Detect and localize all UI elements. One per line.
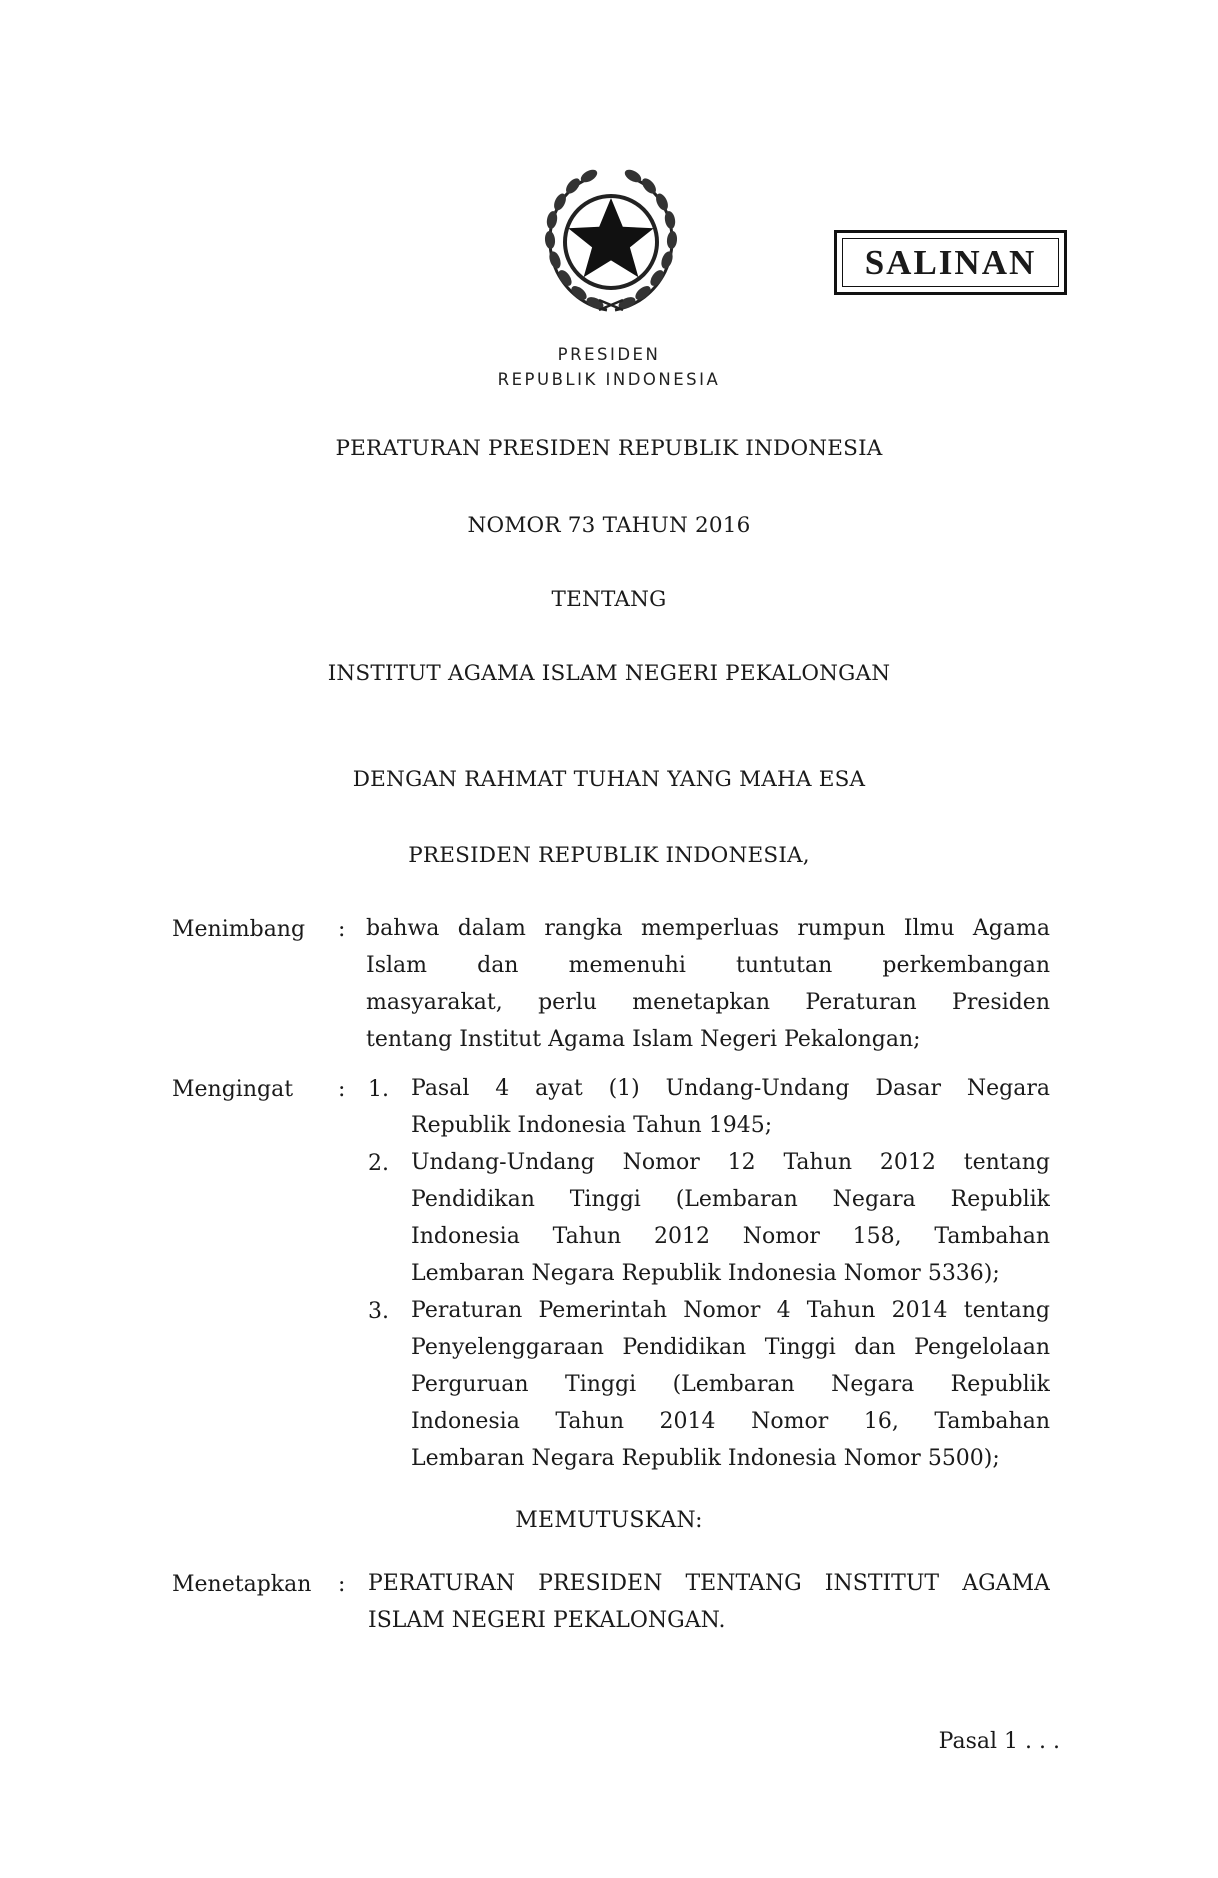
menimbang-line: tentang Institut Agama Islam Negeri Pekalongan; — [366, 1027, 921, 1052]
next-page-reference: Pasal 1 . . . — [938, 1729, 1060, 1754]
menetapkan-line: ISLAM NEGERI PEKALONGAN. — [368, 1608, 726, 1633]
mengingat-item-line: Indonesia Tahun 2012 Nomor 158, Tambahan — [411, 1224, 1050, 1249]
mengingat-item-line: Perguruan Tinggi (Lembaran Negara Republik — [411, 1372, 1050, 1397]
mengingat-item-line: Pendidikan Tinggi (Lembaran Negara Republik — [411, 1187, 1050, 1212]
mengingat-item-line: Indonesia Tahun 2014 Nomor 16, Tambahan — [411, 1409, 1050, 1434]
mengingat-item-line: Undang-Undang Nomor 12 Tahun 2012 tentang — [411, 1150, 1050, 1175]
regulation-number: NOMOR 73 TAHUN 2016 — [467, 513, 751, 538]
menetapkan-line: PERATURAN PRESIDEN TENTANG INSTITUT AGAMA — [368, 1571, 1050, 1596]
mengingat-item-line: Lembaran Negara Republik Indonesia Nomor 5336); — [411, 1261, 1000, 1286]
presidential-seal-icon — [519, 160, 703, 328]
mengingat-item-line: Pasal 4 ayat (1) Undang-Undang Dasar Negara — [411, 1076, 1050, 1101]
mengingat-item-number: 2. — [368, 1151, 389, 1176]
seal-caption-line-1: PRESIDEN — [557, 345, 661, 364]
menimbang-line: masyarakat, perlu menetapkan Peraturan Presiden — [366, 990, 1050, 1015]
mengingat-item-number: 3. — [368, 1299, 389, 1324]
mengingat-colon: : — [338, 1077, 346, 1102]
mengingat-item-line: Republik Indonesia Tahun 1945; — [411, 1113, 773, 1138]
mengingat-item-line: Penyelenggaraan Pendidikan Tinggi dan Pengelolaan — [411, 1335, 1050, 1360]
preamble-line-2: PRESIDEN REPUBLIK INDONESIA, — [408, 843, 810, 868]
menimbang-line: Islam dan memenuhi tuntutan perkembangan — [366, 953, 1050, 978]
menimbang-colon: : — [338, 917, 346, 942]
regulation-subject: INSTITUT AGAMA ISLAM NEGERI PEKALONGAN — [327, 661, 891, 686]
regulation-title: PERATURAN PRESIDEN REPUBLIK INDONESIA — [335, 436, 883, 461]
menimbang-line: bahwa dalam rangka memperluas rumpun Ilmu Agama — [366, 916, 1050, 941]
mengingat-label: Mengingat — [172, 1077, 294, 1102]
seal-caption-line-2: REPUBLIK INDONESIA — [497, 370, 721, 389]
memutuskan-heading: MEMUTUSKAN: — [515, 1508, 703, 1533]
menetapkan-label: Menetapkan — [172, 1572, 312, 1597]
menimbang-label: Menimbang — [172, 917, 306, 942]
stamp-label: SALINAN — [864, 242, 1037, 282]
preamble-line-1: DENGAN RAHMAT TUHAN YANG MAHA ESA — [352, 767, 866, 792]
mengingat-item-number: 1. — [368, 1077, 389, 1102]
salinan-stamp — [834, 230, 1067, 295]
regulation-tentang: TENTANG — [551, 587, 667, 612]
mengingat-item-line: Peraturan Pemerintah Nomor 4 Tahun 2014 tentang — [411, 1298, 1050, 1323]
menetapkan-colon: : — [338, 1572, 346, 1597]
mengingat-item-line: Lembaran Negara Republik Indonesia Nomor 5500); — [411, 1446, 1000, 1471]
